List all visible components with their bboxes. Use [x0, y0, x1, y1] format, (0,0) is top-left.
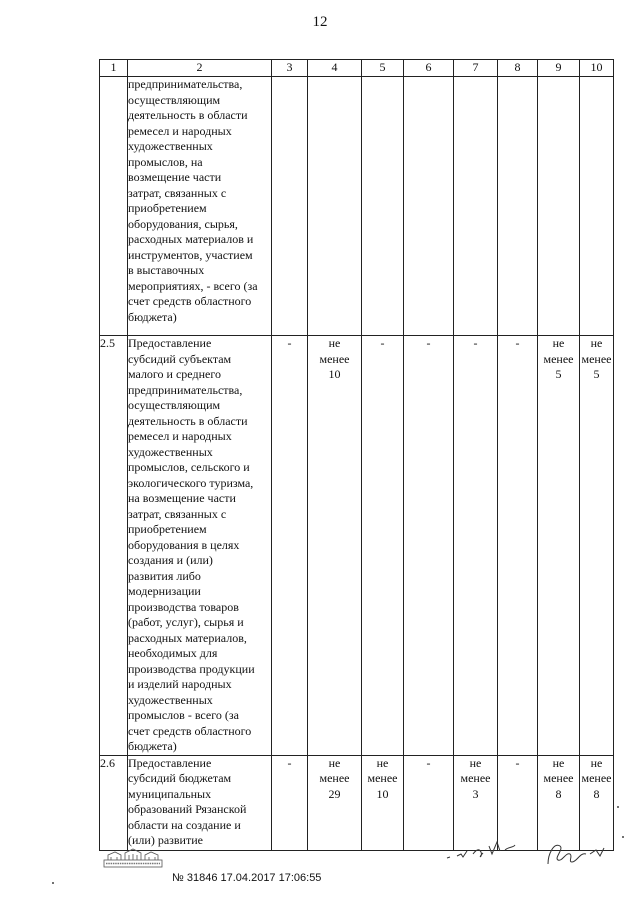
item-description [128, 336, 272, 756]
description-line: (или) развитие [128, 833, 203, 847]
value-cell: не менее 10 [362, 755, 404, 850]
description-line: промыслов, сельского и [128, 460, 250, 474]
registration-line: № 31846 17.04.2017 17:06:55 [172, 872, 322, 884]
description-line: на возмещение части [128, 491, 236, 505]
description-line: расходных материалов, [128, 630, 247, 645]
description-line: промыслов, на [128, 154, 203, 169]
value-cell [362, 77, 404, 336]
description-line: экологического туризма, [128, 475, 254, 490]
description-line: счет средств областного [128, 294, 252, 308]
description-line: создания и (или) [128, 553, 213, 567]
header-cell: 1 [100, 60, 128, 77]
description-line: ремесел и народных [128, 429, 232, 443]
header-cell: 2 [128, 60, 272, 77]
description-line: субсидий субъектам [128, 351, 232, 366]
table-row [100, 755, 614, 850]
description-line: необходимых для [128, 646, 218, 660]
indicators-table [99, 59, 614, 851]
description-line: затрат, связанных с [128, 185, 227, 200]
value-cell [498, 77, 538, 336]
description-line: осуществляющим [128, 398, 221, 412]
value-cell: не менее 29 [308, 755, 362, 850]
description-line: в выставочных [128, 263, 205, 277]
description-line: оборудования в целях [128, 537, 240, 552]
value-cell: не менее 8 [580, 755, 614, 850]
value-cell: не менее 5 [538, 336, 580, 756]
description-line: художественных [128, 692, 213, 707]
description-line: художественных [128, 139, 213, 153]
description-line: образований Рязанской [128, 802, 247, 816]
value-cell: не менее 3 [454, 755, 498, 850]
description-line: оборудования, сырья, [128, 216, 238, 231]
emblem-stamp [103, 848, 163, 868]
scan-speck [622, 836, 624, 838]
value-cell: - [362, 336, 404, 756]
value-cell: не менее 8 [538, 755, 580, 850]
description-line: модернизации [128, 584, 201, 598]
description-line: осуществляющим [128, 92, 221, 107]
description-line: субсидий бюджетам [128, 771, 232, 785]
value-cell: - [404, 336, 454, 756]
header-cell: 8 [498, 60, 538, 77]
item-number [100, 77, 128, 336]
description-line: предпринимательства, [128, 77, 243, 91]
description-line: Предоставление [128, 336, 212, 350]
item-number: 2.6 [100, 755, 128, 850]
scan-speck [617, 806, 619, 808]
header-cell: 6 [404, 60, 454, 77]
header-row [100, 60, 614, 77]
value-cell [580, 77, 614, 336]
description-line: области на создание и [128, 817, 241, 832]
description-line: счет средств областного [128, 723, 252, 738]
description-line: расходных материалов и [128, 232, 254, 246]
signature-mark [445, 836, 525, 866]
description-line: бюджета) [128, 739, 177, 753]
value-cell [272, 77, 308, 336]
header-cell: 5 [362, 60, 404, 77]
description-line: мероприятиях, - всего (за [128, 278, 258, 293]
description-line: приобретением [128, 522, 207, 536]
description-line: приобретением [128, 201, 207, 215]
value-cell [538, 77, 580, 336]
description-line: (работ, услуг), сырья и [128, 615, 244, 629]
description-line: развития либо [128, 568, 201, 583]
description-line: деятельность в области [128, 413, 248, 428]
description-line: ремесел и народных [128, 123, 232, 138]
item-description [128, 755, 272, 850]
description-line: художественных [128, 444, 213, 459]
header-cell: 10 [580, 60, 614, 77]
value-cell: - [272, 336, 308, 756]
description-line: инструментов, участием [128, 247, 253, 262]
value-cell: - [454, 336, 498, 756]
header-cell: 3 [272, 60, 308, 77]
value-cell: - [404, 755, 454, 850]
value-cell: не менее 5 [580, 336, 614, 756]
description-line: возмещение части [128, 170, 222, 184]
header-cell: 4 [308, 60, 362, 77]
description-line: деятельность в области [128, 108, 248, 122]
value-cell [308, 77, 362, 336]
description-line: производства товаров [128, 599, 239, 614]
header-cell: 7 [454, 60, 498, 77]
description-line: Предоставление [128, 755, 212, 770]
description-line: предпринимательства, [128, 382, 243, 397]
value-cell [454, 77, 498, 336]
table-row [100, 77, 614, 336]
value-cell: - [498, 336, 538, 756]
table-row [100, 336, 614, 756]
value-cell: - [498, 755, 538, 850]
value-cell: - [272, 755, 308, 850]
description-line: промыслов - всего (за [128, 708, 239, 722]
description-line: малого и среднего [128, 367, 221, 381]
description-line: бюджета) [128, 309, 177, 324]
value-cell: не менее 10 [308, 336, 362, 756]
item-number: 2.5 [100, 336, 128, 756]
header-cell: 9 [538, 60, 580, 77]
description-line: и изделий народных [128, 677, 232, 691]
page-number: 12 [312, 14, 328, 30]
item-description [128, 77, 272, 336]
value-cell [404, 77, 454, 336]
description-line: затрат, связанных с [128, 506, 227, 521]
scan-speck [52, 882, 54, 884]
signature-mark [540, 836, 610, 870]
description-line: муниципальных [128, 786, 212, 801]
description-line: производства продукции [128, 661, 255, 676]
